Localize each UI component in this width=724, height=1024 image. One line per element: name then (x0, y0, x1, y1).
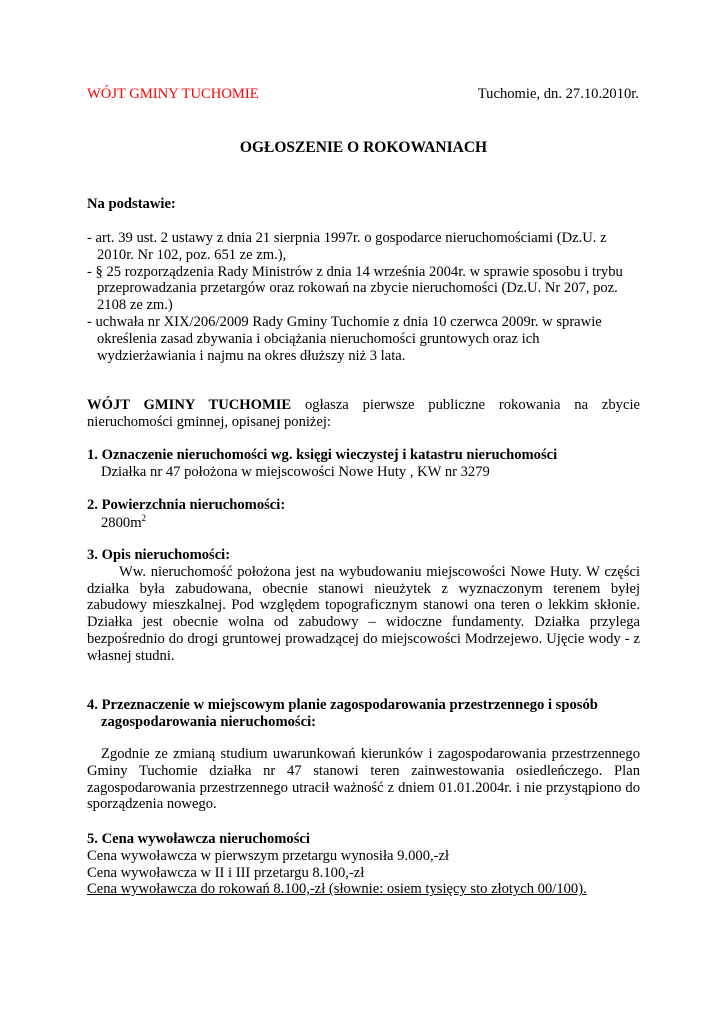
section-5-heading: 5. Cena wywoławcza nieruchomości (87, 831, 310, 847)
section-4-heading-line-1: 4. Przeznaczenie w miejscowym planie zagospodarowania przestrzennego i sposób (87, 697, 598, 713)
section-2 (87, 497, 640, 532)
section-1-heading: 1. Oznaczenie nieruchomości wg. księgi wieczystej i katastru nieruchomości (87, 447, 558, 463)
legal-basis-item: - art. 39 ust. 2 ustawy z dnia 21 sierpnia 1997r. o gospodarce nieruchomościami (Dz.U. z 2010r. Nr 102, poz. 651 ze zm.), (87, 230, 607, 263)
issuing-authority: WÓJT GMINY TUCHOMIE (87, 86, 259, 102)
section-4-heading (87, 697, 640, 731)
announcement-paragraph (87, 397, 640, 431)
section-3 (87, 547, 640, 665)
legal-basis-heading: Na podstawie: (87, 196, 176, 212)
area-exponent: 2 (141, 512, 147, 523)
section-4-heading-line-2: zagospodarowania nieruchomości: (101, 713, 316, 730)
price-second-third-tender: Cena wywoławcza w II i III przetargu 8.100,-zł (87, 864, 365, 881)
legal-basis-list (87, 230, 640, 364)
document-title: OGŁOSZENIE O ROKOWANIACH (239, 139, 488, 156)
section-3-body: Ww. nieruchomość położona jest na wybudowaniu miejscowości Nowe Huty. W części działka była zabudowana, obecnie stanowi nieużytek z wyznaczonym terenem byłej zabudowy mieszkalnej. Pod względem topograficznym stanowi ona teren o lekkim skłonie. Działka jest obecnie wolna od zabudowy – widoczne fundamenty. Działka przylega bezpośrednio do drogi gruntowej prowadzącej do miejscowości Modrzejewo. Ujęcie wody - z własnej studni. (87, 563, 640, 664)
section-4-body: Zgodnie ze zmianą studium uwarunkowań kierunków i zagospodarowania przestrzennego Gminy Tuchomie działka nr 47 stanowi teren zainwestowania osiedleńczego. Plan zagospodarowania przestrzennego utracił ważność z dniem 01.01.2004r. i nie przystąpiono do sporządzenia nowego. (87, 746, 640, 813)
area-number: 2800m (101, 514, 142, 531)
area-value (87, 512, 640, 532)
announcement-text: ogłasza pierwsze publiczne rokowania na zbycie nieruchomości gminnej, opisanej poniżej: (87, 397, 640, 430)
announcement-subject: WÓJT GMINY TUCHOMIE (87, 397, 292, 413)
section-1-body: Działka nr 47 położona w miejscowości Nowe Huty , KW nr 3279 (101, 463, 490, 480)
price-negotiations: Cena wywoławcza do rokowań 8.100,-zł (słownie: osiem tysięcy sto złotych 00/100). (87, 881, 587, 898)
section-1 (87, 447, 640, 481)
section-5 (87, 831, 640, 898)
legal-basis-item: - uchwała nr XIX/206/2009 Rady Gminy Tuchomie z dnia 10 czerwca 2009r. w sprawie określenia zasad zbywania i obciążania nieruchomości gruntowych oraz ich wydzierżawiania i najmu na okres dłuższy niż 3 lata. (87, 313, 602, 364)
price-first-tender: Cena wywoławcza w pierwszym przetargu wynosiła 9.000,-zł (87, 847, 450, 864)
place-and-date: Tuchomie, dn. 27.10.2010r. (477, 86, 639, 102)
legal-basis-item: - § 25 rozporządzenia Rady Ministrów z dnia 14 września 2004r. w sprawie sposobu i trybu przeprowadzania przetargów oraz rokowań na zbycie nieruchomości (Dz.U. Nr 207, poz. 2108 ze zm.) (87, 263, 623, 314)
section-2-heading: 2. Powierzchnia nieruchomości: (87, 497, 286, 513)
section-3-heading: 3. Opis nieruchomości: (87, 547, 231, 563)
